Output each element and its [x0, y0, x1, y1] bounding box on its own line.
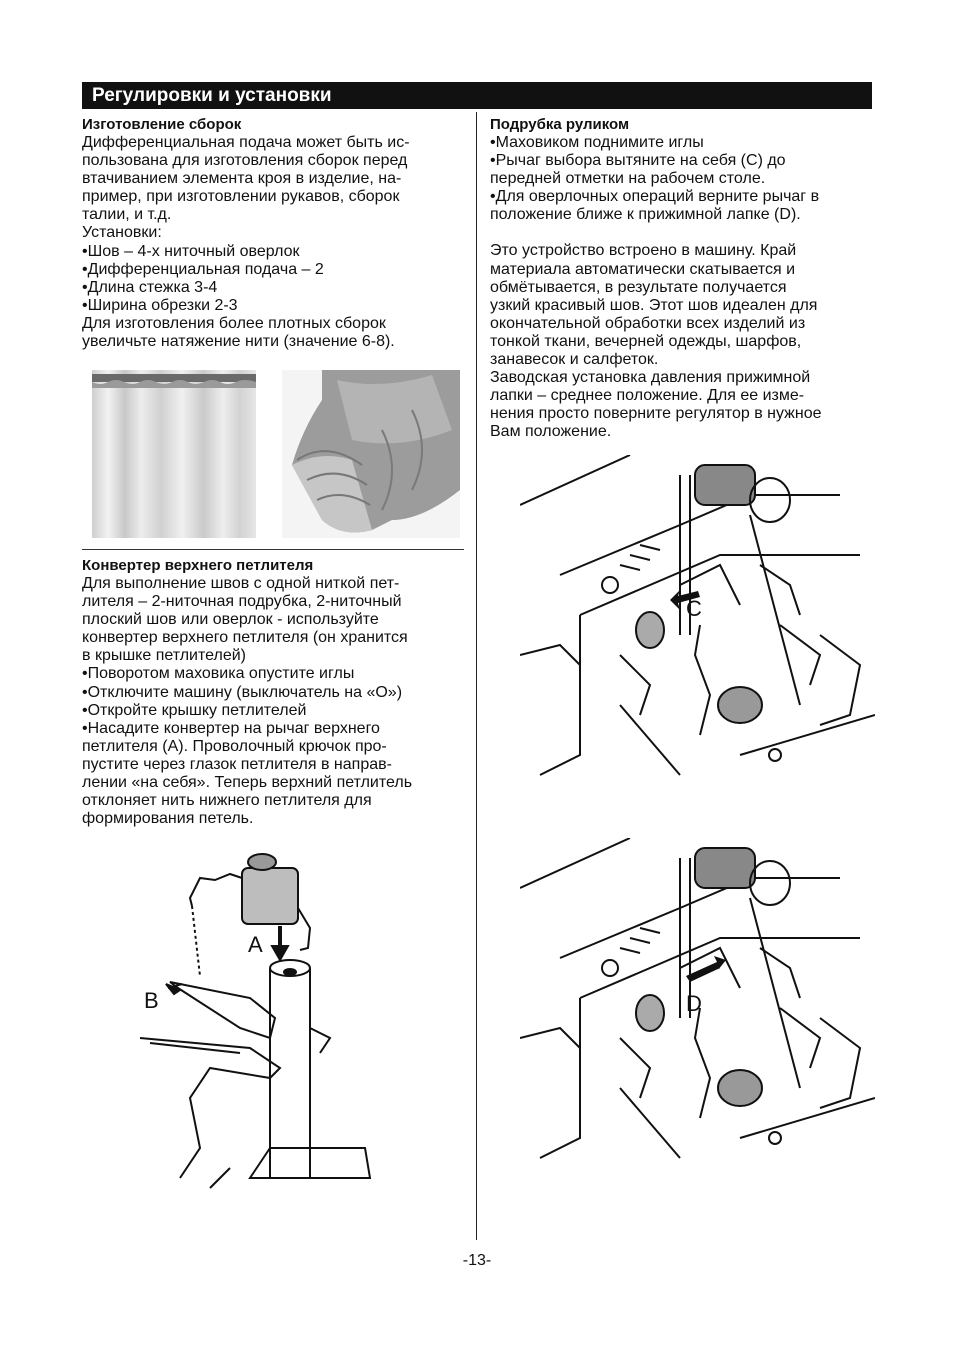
converter-bullet: • Поворотом маховика опустите иглы — [82, 665, 467, 683]
rolled-hem-description: Это устройство встроено в машину. Край материала автоматически скатывается и обмётывается, в результате получается узкий красивый шов. Этот шов идеален для окончательной обработки всех изделий из тонкой ткани, вечерней одежды, шарфов, занавесок и салфеток. — [490, 242, 818, 369]
converter-bullet: • Отключите машину (выключатель на «О») — [82, 684, 467, 702]
converter-bullet: • Откройте крышку петлителей — [82, 702, 467, 720]
gathers-intro: Дифференциальная подача может быть ис- пользована для изготовления сборок перед втачиванием элемента кроя в изделие, на- пример, при изготовлении рукавов, сборок талии, и т.д. — [82, 134, 410, 224]
gathers-bullet: • Ширина обрезки 2-3 — [82, 297, 467, 315]
rolled-hem-bullet: • Маховиком поднимите иглы — [490, 134, 880, 152]
gathers-outro: Для изготовления более плотных сборок увеличьте натяжение нити (значение 6-8). — [82, 314, 395, 351]
rolled-hem-bullet: • Для оверлочных операций верните рычаг в положение ближе к прижимной лапке (D). — [490, 188, 880, 224]
column-divider — [476, 112, 477, 1240]
converter-section — [82, 557, 467, 828]
label-a: A — [248, 932, 263, 957]
gathers-bullet: • Длина стежка 3-4 — [82, 279, 467, 297]
page-number: -13- — [462, 1252, 492, 1269]
section-title: Регулировки и установки — [92, 85, 332, 106]
gathers-section — [82, 116, 467, 351]
converter-heading: Конвертер верхнего петлителя — [82, 557, 314, 574]
rolled-hem-section — [490, 116, 880, 442]
curtain-gathers-photo — [92, 370, 256, 538]
section-divider — [82, 549, 464, 550]
machine-illustration-d — [520, 838, 875, 1168]
sleeve-gathers-photo — [282, 370, 460, 538]
section-title-bar — [82, 82, 872, 109]
gathers-bullet: • Дифференциальная подача – 2 — [82, 261, 467, 279]
gathers-settings-label: Установки: — [82, 224, 162, 242]
label-d: D — [686, 991, 702, 1016]
label-b: B — [144, 988, 159, 1013]
presser-foot-note: Заводская установка давления прижимной лапки – среднее положение. Для ее изме- нения просто поверните регулятор в нужное Вам положение. — [490, 369, 822, 441]
rolled-hem-bullet: • Рычаг выбора вытяните на себя (С) до передней отметки на рабочем столе. — [490, 152, 880, 188]
converter-illustration — [130, 848, 390, 1198]
converter-intro: Для выполнение швов с одной ниткой пет- лителя – 2-ниточная подрубка, 2-ниточный плоский шов или оверлок - используйте конвертер верхнего петлителя (он хранится в крышке петлителей) — [82, 575, 408, 665]
label-c: C — [686, 596, 702, 621]
machine-illustration-c — [520, 455, 875, 785]
converter-bullet: • Насадите конвертер на рычаг верхнего петлителя (А). Проволочный крючок про- пустите через глазок петлителя в направ- лении «на себя». Теперь верхний петлитель отклоняет нить нижнего петлителя для формирования петель. — [82, 720, 467, 829]
rolled-hem-heading: Подрубка руликом — [490, 116, 630, 133]
gathers-bullet: • Шов – 4-х ниточный оверлок — [82, 243, 467, 261]
gathers-heading: Изготовление сборок — [82, 116, 242, 133]
